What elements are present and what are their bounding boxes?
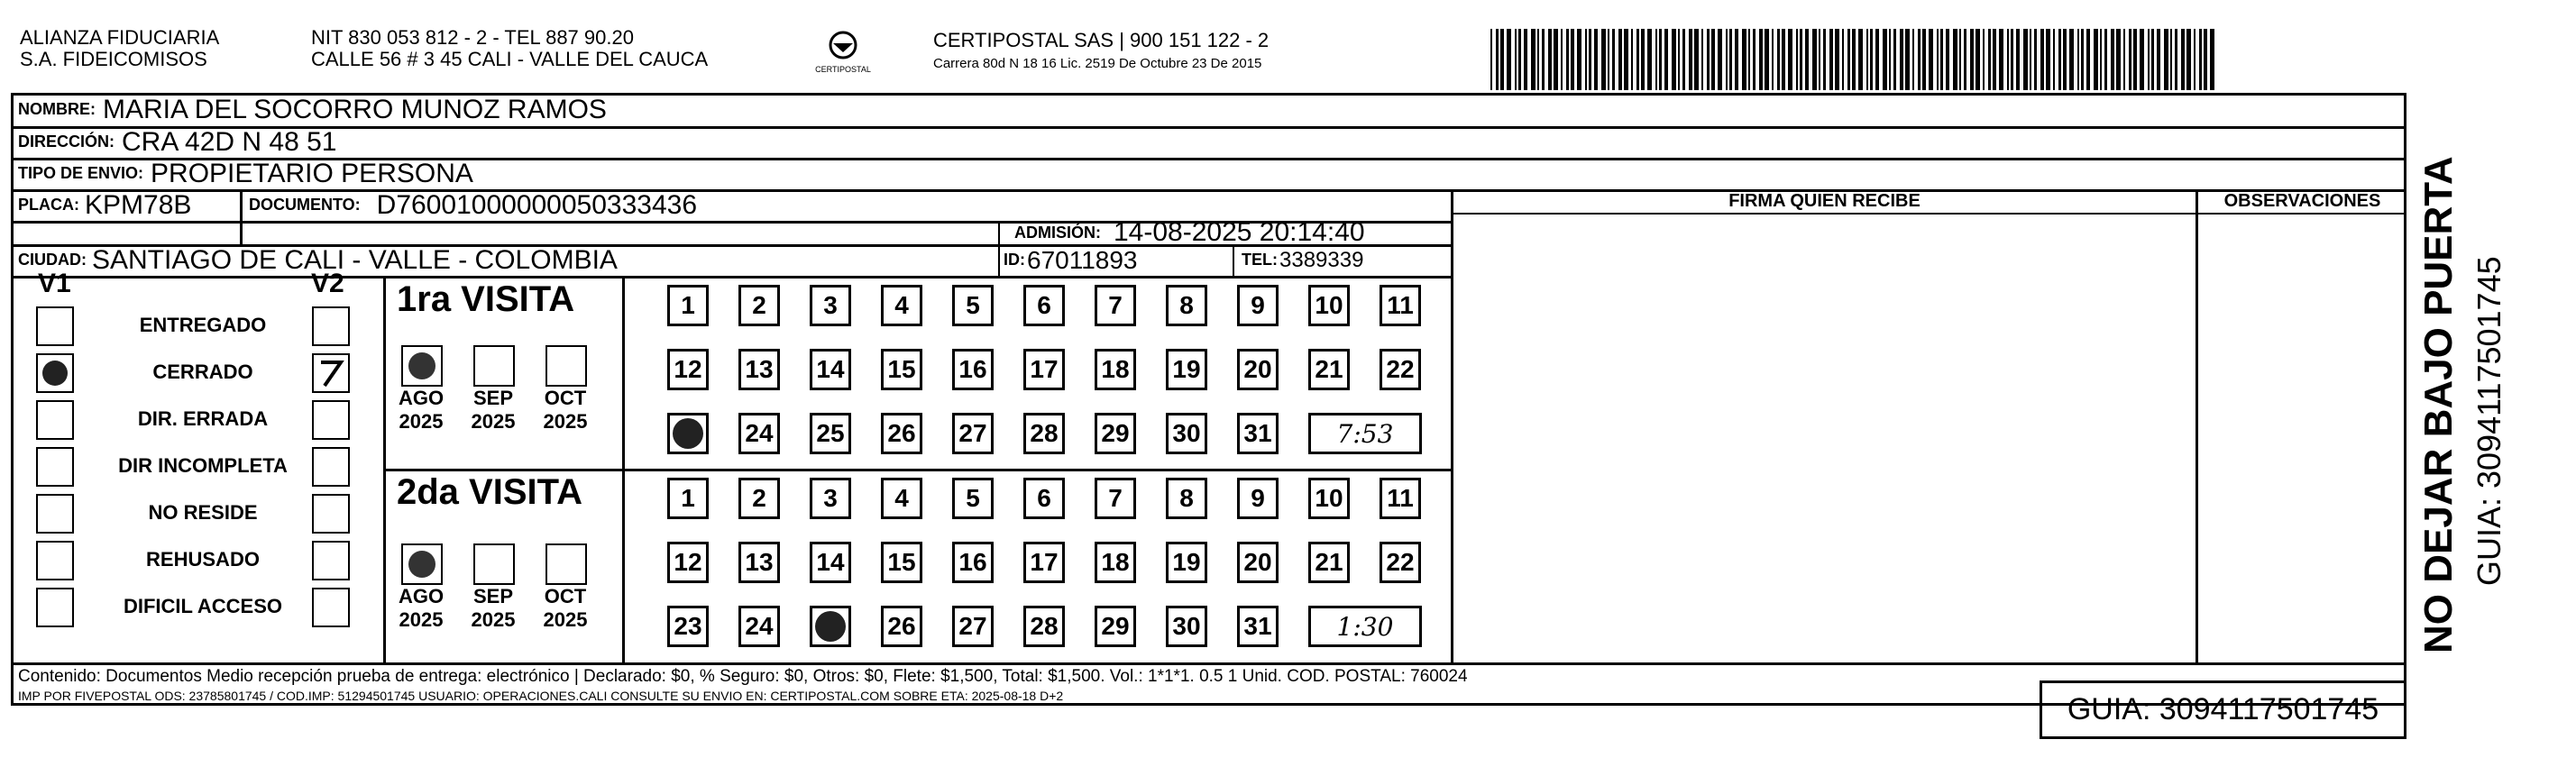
barcode-bar — [2007, 29, 2009, 90]
day-box[interactable]: 28 — [1023, 606, 1065, 647]
observations-column-header: OBSERVACIONES — [2223, 190, 2381, 211]
barcode-bar — [1918, 29, 1921, 90]
day-box[interactable]: 28 — [1023, 413, 1065, 454]
day-box[interactable]: 26 — [881, 606, 922, 647]
barcode-bar — [1594, 29, 1598, 90]
barcode-bar — [1893, 29, 1896, 90]
barcode-bar — [1548, 29, 1552, 90]
type-row: TIPO DE ENVIO: PROPIETARIO PERSONA — [18, 158, 473, 188]
barcode-bar — [2053, 29, 2055, 90]
barcode-bar — [1905, 29, 1910, 90]
admission-value: 14-08-2025 20:14:40 — [1114, 217, 1365, 247]
barcode-bar — [1655, 29, 1657, 90]
barcode-bar — [2104, 29, 2107, 90]
barcode-bar — [1571, 29, 1574, 90]
day-box[interactable]: 27 — [952, 413, 994, 454]
day-box[interactable]: 5 — [952, 478, 994, 519]
second-visit-title: 2da VISITA — [397, 472, 582, 512]
barcode-bar — [2186, 29, 2191, 90]
barcode-bar — [2148, 29, 2150, 90]
day-box[interactable]: 12 — [667, 349, 709, 390]
document-cell: DOCUMENTO: D76001000000050333436 — [249, 189, 698, 220]
month-checkbox[interactable] — [473, 543, 515, 585]
handwritten-time: 1:30 — [1308, 606, 1422, 647]
status-label: NO RESIDE — [148, 501, 258, 524]
recipient-name: MARIA DEL SOCORRO MUNOZ RAMOS — [103, 94, 607, 124]
signature-area[interactable] — [1455, 216, 2194, 660]
day-box[interactable]: 8 — [1166, 478, 1207, 519]
barcode-bar — [2175, 29, 2177, 90]
barcode-bar — [1589, 29, 1591, 90]
day-box[interactable]: 15 — [881, 349, 922, 390]
day-box[interactable]: 3 — [810, 285, 851, 326]
day-box[interactable]: 21 — [1308, 542, 1350, 583]
month-label: SEP 2025 — [471, 585, 516, 631]
month-label: SEP 2025 — [471, 387, 516, 433]
v1-checkbox[interactable] — [36, 494, 74, 534]
barcode-bar — [1835, 29, 1839, 90]
barcode-bar — [1922, 29, 1926, 90]
side-guia: GUIA: 3094117501745 — [2471, 256, 2507, 586]
day-box[interactable]: 9 — [1237, 478, 1279, 519]
barcode-bar — [1875, 29, 1879, 90]
day-box[interactable]: 1 — [667, 285, 709, 326]
day-box[interactable]: 8 — [1166, 285, 1207, 326]
day-box[interactable]: 14 — [810, 542, 851, 583]
barcode-bar — [1500, 29, 1504, 90]
barcode-bar — [1964, 29, 1966, 90]
v2-checkbox[interactable] — [312, 306, 350, 346]
barcode — [1490, 29, 2221, 90]
v2-checkbox[interactable] — [312, 447, 350, 487]
barcode-bar — [2046, 29, 2050, 90]
barcode-bar — [1664, 29, 1668, 90]
day-box[interactable]: 9 — [1237, 285, 1279, 326]
barcode-bar — [2100, 29, 2102, 90]
barcode-bar — [1659, 29, 1662, 90]
barcode-bar — [1772, 29, 1774, 90]
day-box[interactable]: 4 — [881, 478, 922, 519]
barcode-bar — [2040, 29, 2044, 90]
barcode-bar — [2116, 29, 2121, 90]
barcode-bar — [1883, 29, 1887, 90]
day-box[interactable]: 29 — [1095, 413, 1136, 454]
courier-logo: CERTIPOSTAL — [811, 27, 875, 81]
plate-value: KPM78B — [85, 189, 192, 220]
barcode-bar — [1701, 29, 1703, 90]
status-label: DIR INCOMPLETA — [118, 454, 288, 477]
day-box[interactable]: 4 — [881, 285, 922, 326]
day-box[interactable]: 11 — [1380, 285, 1421, 326]
barcode-bar — [1577, 29, 1581, 90]
day-box[interactable]: 21 — [1308, 349, 1350, 390]
barcode-bar — [2204, 29, 2207, 90]
barcode-bar — [2123, 29, 2125, 90]
barcode-bar — [1647, 29, 1652, 90]
day-box[interactable]: 22 — [1380, 542, 1421, 583]
day-box[interactable]: 17 — [1023, 542, 1065, 583]
city-value: SANTIAGO DE CALI - VALLE - COLOMBIA — [92, 244, 618, 275]
barcode-bar — [2111, 29, 2114, 90]
day-box[interactable]: 20 — [1237, 542, 1279, 583]
v1-checkbox[interactable] — [36, 447, 74, 487]
day-box[interactable]: 1 — [667, 478, 709, 519]
day-box[interactable]: 10 — [1308, 478, 1350, 519]
barcode-bar — [1796, 29, 1798, 90]
month-label: OCT 2025 — [543, 585, 588, 631]
v2-checkbox[interactable] — [312, 353, 350, 393]
barcode-bar — [1823, 29, 1826, 90]
barcode-bar — [1585, 29, 1587, 90]
barcode-bar — [2133, 29, 2137, 90]
barcode-bar — [1800, 29, 1802, 90]
day-box[interactable]: 30 — [1166, 413, 1207, 454]
day-box[interactable]: 16 — [952, 542, 994, 583]
barcode-bar — [2164, 29, 2168, 90]
barcode-bar — [1929, 29, 1933, 90]
v1-checkbox[interactable] — [36, 588, 74, 627]
barcode-bar — [1889, 29, 1891, 90]
barcode-bar — [2151, 29, 2154, 90]
barcode-bar — [2170, 29, 2172, 90]
first-visit-title: 1ra VISITA — [397, 279, 575, 319]
barcode-bar — [1819, 29, 1820, 90]
barcode-bar — [1729, 29, 1732, 90]
barcode-bar — [1829, 29, 1833, 90]
barcode-bar — [1618, 29, 1622, 90]
barcode-bar — [2034, 29, 2037, 90]
barcode-bar — [1496, 29, 1499, 90]
month-checkbox[interactable] — [401, 345, 443, 387]
v1-header: V1 — [38, 269, 71, 298]
barcode-bar — [2016, 29, 2020, 90]
guia-box: GUIA: 3094117501745 — [2040, 680, 2406, 739]
barcode-bar — [2058, 29, 2061, 90]
barcode-bar — [1970, 29, 1974, 90]
month-label: OCT 2025 — [543, 387, 588, 433]
barcode-bar — [1631, 29, 1633, 90]
day-box[interactable]: 6 — [1023, 285, 1065, 326]
barcode-bar — [1672, 29, 1676, 90]
barcode-bar — [1976, 29, 1980, 90]
barcode-bar — [1612, 29, 1615, 90]
barcode-bar — [1858, 29, 1863, 90]
barcode-bar — [1993, 29, 1996, 90]
courier-info: CERTIPOSTAL SAS | 900 151 122 - 2 Carrera 80d N 18 16 Lic. 2519 De Octubre 23 De 2015 — [933, 29, 1270, 71]
barcode-bar — [2129, 29, 2131, 90]
barcode-bar — [1515, 29, 1517, 90]
status-label: REHUSADO — [146, 548, 260, 571]
id-cell: ID: 67011893 — [1004, 245, 1138, 274]
barcode-bar — [1561, 29, 1563, 90]
company-name: ALIANZA FIDUCIARIA S.A. FIDEICOMISOS — [20, 26, 220, 70]
shipment-type: PROPIETARIO PERSONA — [151, 158, 473, 188]
no-dejar-warning: NO DEJAR BAJO PUERTA — [2416, 156, 2461, 653]
day-box[interactable] — [667, 413, 709, 454]
barcode-bar — [1735, 29, 1738, 90]
month-label: AGO 2025 — [398, 585, 445, 631]
id-value: 67011893 — [1027, 245, 1138, 274]
day-box[interactable]: 20 — [1237, 349, 1279, 390]
barcode-bar — [2086, 29, 2090, 90]
barcode-bar — [2157, 29, 2160, 90]
barcode-bar — [1988, 29, 1991, 90]
tel-cell: TEL: 3389339 — [1242, 247, 1364, 272]
day-box[interactable]: 17 — [1023, 349, 1065, 390]
barcode-bar — [1912, 29, 1914, 90]
day-box[interactable]: 24 — [738, 606, 780, 647]
day-box[interactable]: 13 — [738, 542, 780, 583]
day-box[interactable]: 7 — [1095, 478, 1136, 519]
barcode-bar — [1852, 29, 1856, 90]
barcode-bar — [1983, 29, 1985, 90]
v1-checkbox[interactable] — [36, 541, 74, 580]
barcode-bar — [1937, 29, 1939, 90]
barcode-bar — [1812, 29, 1817, 90]
day-box[interactable]: 10 — [1308, 285, 1350, 326]
barcode-bar — [2011, 29, 2013, 90]
admission-cell: ADMISIÓN: 14-08-2025 20:14:40 — [1014, 217, 1365, 247]
barcode-bar — [1870, 29, 1873, 90]
day-box[interactable]: 23 — [667, 606, 709, 647]
day-box[interactable] — [810, 606, 851, 647]
v1-checkbox[interactable] — [36, 353, 74, 393]
barcode-bar — [1777, 29, 1780, 90]
day-box[interactable]: 29 — [1095, 606, 1136, 647]
day-box[interactable]: 22 — [1380, 349, 1421, 390]
barcode-bar — [2063, 29, 2067, 90]
day-box[interactable]: 19 — [1166, 349, 1207, 390]
v2-checkbox[interactable] — [312, 400, 350, 440]
month-checkbox[interactable] — [545, 345, 587, 387]
month-checkbox[interactable] — [401, 543, 443, 585]
status-label: DIFICIL ACCESO — [123, 595, 282, 617]
day-box[interactable]: 27 — [952, 606, 994, 647]
tel-value: 3389339 — [1279, 247, 1364, 272]
barcode-bar — [1847, 29, 1850, 90]
barcode-bar — [1788, 29, 1792, 90]
day-box[interactable]: 16 — [952, 349, 994, 390]
plate-cell: PLACA: KPM78B — [18, 189, 192, 220]
barcode-bar — [1518, 29, 1521, 90]
barcode-bar — [1490, 29, 1492, 90]
barcode-bar — [1953, 29, 1957, 90]
status-label: ENTREGADO — [139, 314, 267, 336]
day-box[interactable]: 18 — [1095, 349, 1136, 390]
day-box[interactable]: 25 — [810, 413, 851, 454]
barcode-bar — [1940, 29, 1943, 90]
barcode-bar — [2094, 29, 2098, 90]
barcode-bar — [2030, 29, 2031, 90]
barcode-bar — [2069, 29, 2074, 90]
status-label: CERRADO — [152, 361, 253, 383]
month-checkbox[interactable] — [545, 543, 587, 585]
month-checkbox[interactable] — [473, 345, 515, 387]
barcode-bar — [1531, 29, 1536, 90]
barcode-bar — [1711, 29, 1715, 90]
barcode-bar — [2140, 29, 2144, 90]
barcode-bar — [1554, 29, 1558, 90]
day-box[interactable]: 14 — [810, 349, 851, 390]
barcode-bar — [1608, 29, 1609, 90]
v1-checkbox[interactable] — [36, 306, 74, 346]
barcode-bar — [1866, 29, 1868, 90]
city-row: CIUDAD: SANTIAGO DE CALI - VALLE - COLOMBIA — [18, 244, 618, 275]
barcode-bar — [2194, 29, 2196, 90]
day-box[interactable]: 13 — [738, 349, 780, 390]
day-box[interactable]: 24 — [738, 413, 780, 454]
handwritten-time: 7:53 — [1308, 413, 1422, 454]
observations-area[interactable] — [2200, 216, 2405, 660]
barcode-bar — [1742, 29, 1746, 90]
v1-checkbox[interactable] — [36, 400, 74, 440]
barcode-bar — [1507, 29, 1511, 90]
signature-column-header: FIRMA QUIEN RECIBE — [1728, 190, 1921, 211]
v2-checkbox[interactable] — [312, 541, 350, 580]
day-box[interactable]: 30 — [1166, 606, 1207, 647]
day-box[interactable]: 5 — [952, 285, 994, 326]
day-box[interactable]: 6 — [1023, 478, 1065, 519]
barcode-bar — [1900, 29, 1903, 90]
barcode-bar — [2199, 29, 2202, 90]
barcode-bar — [1601, 29, 1606, 90]
v2-checkbox[interactable] — [312, 494, 350, 534]
status-label: DIR. ERRADA — [137, 407, 269, 430]
company-contact: NIT 830 053 812 - 2 - TEL 887 90.20 CALLE 56 # 3 45 CALI - VALLE DEL CAUCA — [311, 26, 709, 70]
barcode-bar — [1805, 29, 1809, 90]
barcode-bar — [1707, 29, 1710, 90]
day-box[interactable]: 31 — [1237, 606, 1279, 647]
v2-header: V2 — [311, 269, 344, 298]
barcode-bar — [1999, 29, 2003, 90]
barcode-bar — [1782, 29, 1785, 90]
name-row: NOMBRE: MARIA DEL SOCORRO MUNOZ RAMOS — [18, 94, 607, 124]
month-label: AGO 2025 — [398, 387, 445, 433]
day-box[interactable]: 2 — [738, 285, 780, 326]
barcode-bar — [1524, 29, 1527, 90]
barcode-bar — [1765, 29, 1769, 90]
barcode-bar — [1753, 29, 1756, 90]
barcode-bar — [1946, 29, 1949, 90]
barcode-bar — [2210, 29, 2214, 90]
barcode-bar — [1537, 29, 1539, 90]
barcode-bar — [1636, 29, 1639, 90]
day-box[interactable]: 26 — [881, 413, 922, 454]
barcode-bar — [1682, 29, 1685, 90]
day-box[interactable]: 15 — [881, 542, 922, 583]
barcode-bar — [2081, 29, 2084, 90]
day-box[interactable]: 19 — [1166, 542, 1207, 583]
day-box[interactable]: 18 — [1095, 542, 1136, 583]
day-box[interactable]: 2 — [738, 478, 780, 519]
day-box[interactable]: 3 — [810, 478, 851, 519]
barcode-bar — [2181, 29, 2185, 90]
barcode-bar — [1748, 29, 1750, 90]
day-box[interactable]: 7 — [1095, 285, 1136, 326]
barcode-bar — [1959, 29, 1961, 90]
barcode-bar — [1842, 29, 1844, 90]
barcode-bar — [1641, 29, 1645, 90]
barcode-bar — [2077, 29, 2079, 90]
barcode-bar — [1759, 29, 1763, 90]
barcode-bar — [1694, 29, 1699, 90]
barcode-bar — [2023, 29, 2028, 90]
day-box[interactable]: 12 — [667, 542, 709, 583]
document-value: D76001000000050333436 — [376, 189, 698, 220]
recipient-address: CRA 42D N 48 51 — [122, 126, 337, 157]
print-line: IMP POR FIVEPOSTAL ODS: 23785801745 / COD.IMP: 51294501745 USUARIO: OPERACIONES.CALI CONSULTE SU ENVIO EN: CERTIPOSTAL.COM SOBRE ETA: 2025-08-18 D+2 — [18, 689, 1064, 703]
v2-checkbox[interactable] — [312, 588, 350, 627]
barcode-bar — [1726, 29, 1728, 90]
content-line: Contenido: Documentos Medio recepción prueba de entrega: electrónico | Declarado: $0, % Seguro: $0, Otros: $0, Flete: $1,500, Total: $1,500. Vol.: 1*1*1. 0.5 1 Unid. COD. POSTAL: 760024 — [18, 667, 1468, 686]
barcode-bar — [1624, 29, 1628, 90]
barcode-bar — [1718, 29, 1722, 90]
barcode-bar — [1689, 29, 1692, 90]
barcode-bar — [1542, 29, 1545, 90]
day-box[interactable]: 31 — [1237, 413, 1279, 454]
address-row: DIRECCIÓN: CRA 42D N 48 51 — [18, 126, 337, 157]
barcode-bar — [1678, 29, 1680, 90]
day-box[interactable]: 11 — [1380, 478, 1421, 519]
barcode-bar — [1566, 29, 1569, 90]
